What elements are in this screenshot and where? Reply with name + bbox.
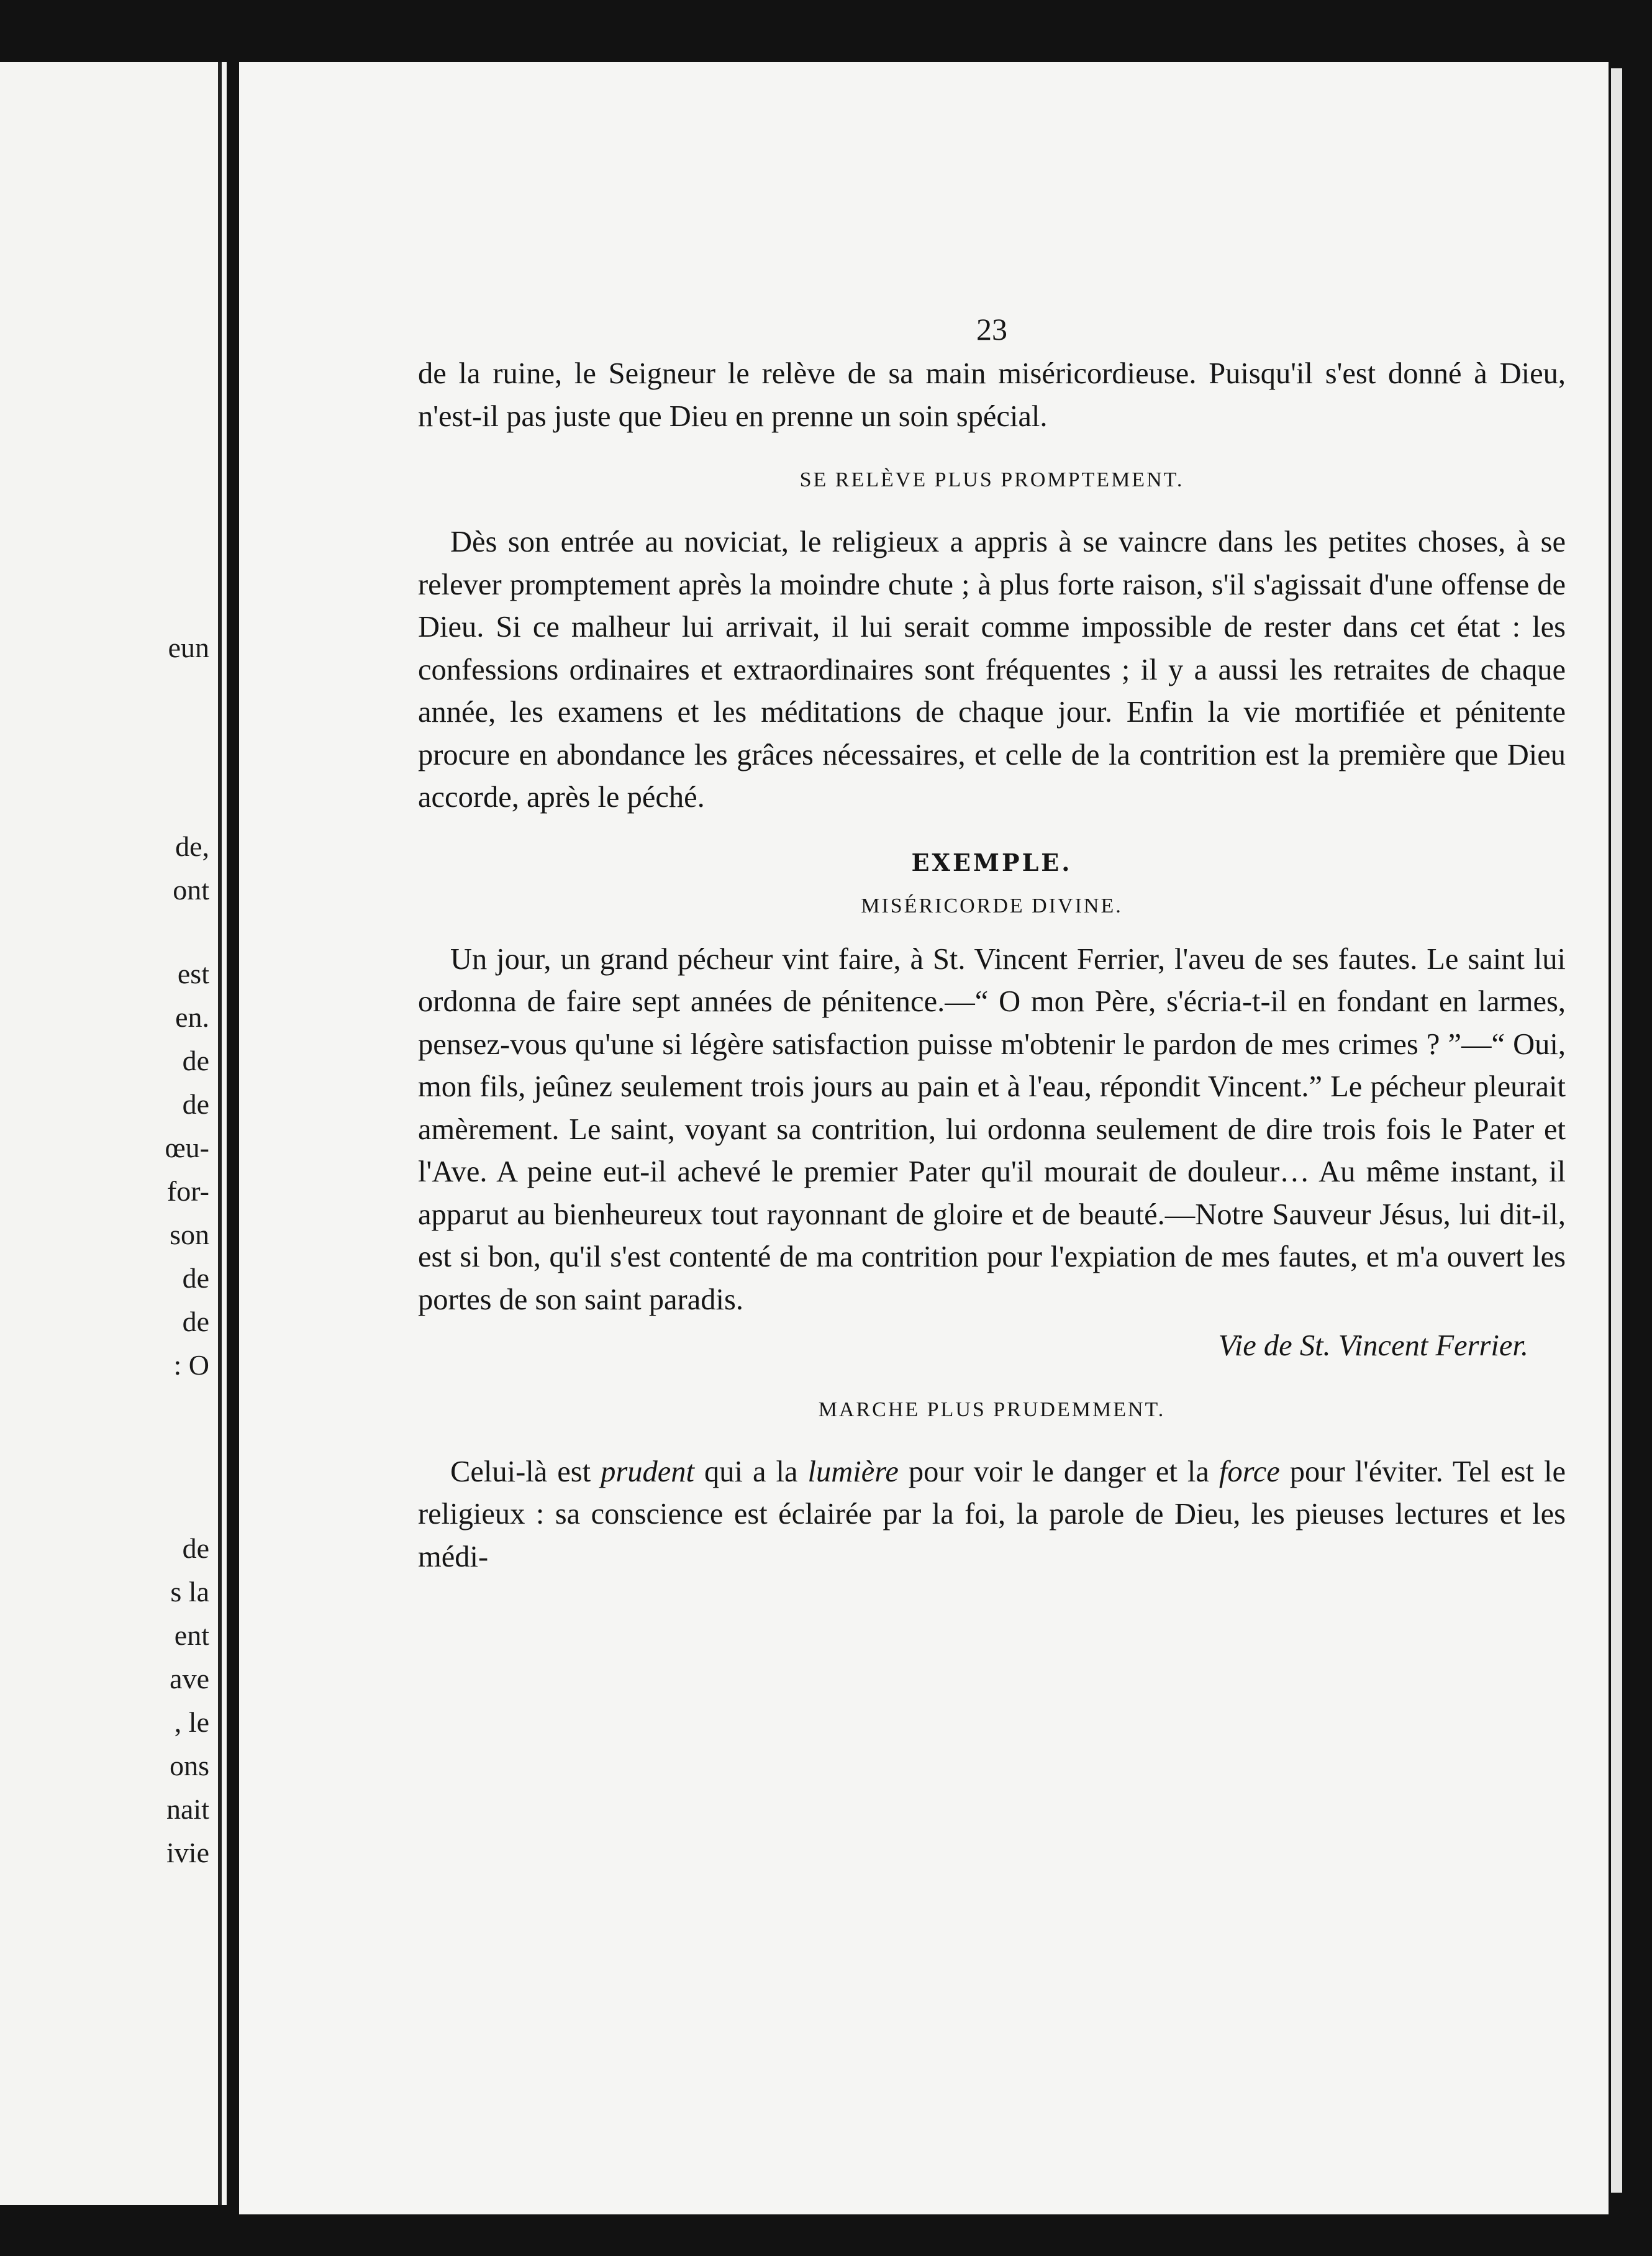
text-run: qui a la bbox=[694, 1455, 808, 1488]
left-fragment: nait bbox=[166, 1793, 209, 1825]
left-fragment: ivie bbox=[166, 1837, 209, 1868]
left-fragment: est bbox=[177, 958, 209, 989]
text-run: pour voir le danger et la bbox=[898, 1455, 1219, 1488]
left-fragment: de bbox=[182, 1306, 209, 1337]
page-edge bbox=[1611, 68, 1622, 2193]
left-fragment: ent bbox=[174, 1619, 209, 1651]
italic-lumiere: lumière bbox=[807, 1455, 899, 1488]
section-heading-marche: MARCHE PLUS PRUDEMMENT. bbox=[818, 1398, 1166, 1421]
left-page-edge bbox=[0, 62, 227, 2205]
italic-force: force bbox=[1219, 1455, 1280, 1488]
intro-paragraph: de la ruine, le Seigneur le relève de sa main miséricordieuse. Puisqu'il s'est donné à Dieu, n'est-il pas juste que Dieu en prenne un soin spécial. bbox=[418, 357, 1566, 433]
left-fragment: de bbox=[182, 1262, 209, 1294]
heading-misericorde: MISÉRICORDE DIVINE. bbox=[861, 894, 1123, 917]
left-fragment: ons bbox=[170, 1750, 209, 1781]
text-run: pour l'éviter. Tel est le religieux : sa conscience est éclairée par la foi, la parole de Dieu, les pieuses lectures et les médi- bbox=[418, 1455, 1566, 1573]
left-fragment: son bbox=[170, 1219, 209, 1250]
heading-exemple: EXEMPLE. bbox=[911, 848, 1073, 876]
left-fragment: : O bbox=[173, 1349, 209, 1381]
binding-rule bbox=[218, 62, 222, 2205]
left-fragment: de bbox=[182, 1532, 209, 1564]
paragraph-noviciat: Dès son entrée au noviciat, le religieux a appris à se vaincre dans les petites choses, à se relever promptement après la moindre chute ; à plus forte raison, s'il s'agissait d'une offense de Dieu. Si ce malheur lui arrivait, il lui serait comme impossible de rester dans cet état : les confessions ordinaires et extraordinaires sont fréquentes ; il y a aussi les retraites de chaque année, les examens et les méditations de chaque jour. Enfin la vie mortifiée et pénitente procure en abondance les grâces nécessaires, et celle de la contrition est la première que Dieu accorde, après le péché. bbox=[418, 525, 1566, 814]
left-fragment: de, bbox=[175, 830, 209, 862]
paragraph-prudent bbox=[418, 1451, 1566, 1579]
left-fragment: de bbox=[182, 1045, 209, 1076]
left-fragment: œu- bbox=[165, 1132, 209, 1163]
left-fragment: for- bbox=[166, 1175, 209, 1207]
left-fragment: s la bbox=[170, 1576, 209, 1608]
left-fragment: de bbox=[182, 1088, 209, 1120]
citation: Vie de St. Vincent Ferrier. bbox=[1218, 1329, 1528, 1362]
right-page bbox=[239, 62, 1609, 2214]
section-heading-se-releve: SE RELÈVE PLUS PROMPTEMENT. bbox=[799, 468, 1184, 491]
left-fragment: eun bbox=[168, 632, 209, 663]
text-run: Celui-là est bbox=[450, 1455, 601, 1488]
left-fragment: ont bbox=[173, 874, 209, 906]
paragraph-example: Un jour, un grand pécheur vint faire, à St. Vincent Ferrier, l'aveu de ses fautes. Le saint lui ordonna de faire sept années de pénitence.—“ O mon Père, s'écria-t-il en fondant en larmes, pensez-vous qu'une si légère satisfaction puisse m'obtenir le pardon de mes crimes ? ”—“ Oui, mon fils, jeûnez seulement trois jours au pain et à l'eau, répondit Vincent.” Le pécheur pleurait amèrement. Le saint, voyant sa contrition, lui ordonna seulement de dire trois fois le Pater et l'Ave. A peine eut-il achevé le premier Pater qu'il mourait de douleur… Au même instant, il apparut au bienheureux tout rayonnant de gloire et de beauté.—Notre Sauveur Jésus, lui dit-il, est si bon, qu'il s'est contenté de ma contrition pour l'expiation de mes fautes, et m'a ouvert les portes de son saint paradis. bbox=[418, 942, 1566, 1316]
page-number: 23 bbox=[976, 312, 1007, 347]
left-fragment: , le bbox=[174, 1706, 209, 1738]
left-fragment: ave bbox=[170, 1663, 209, 1694]
text-block bbox=[418, 311, 1566, 1578]
italic-prudent: prudent bbox=[601, 1455, 694, 1488]
left-fragment: en. bbox=[175, 1001, 209, 1033]
